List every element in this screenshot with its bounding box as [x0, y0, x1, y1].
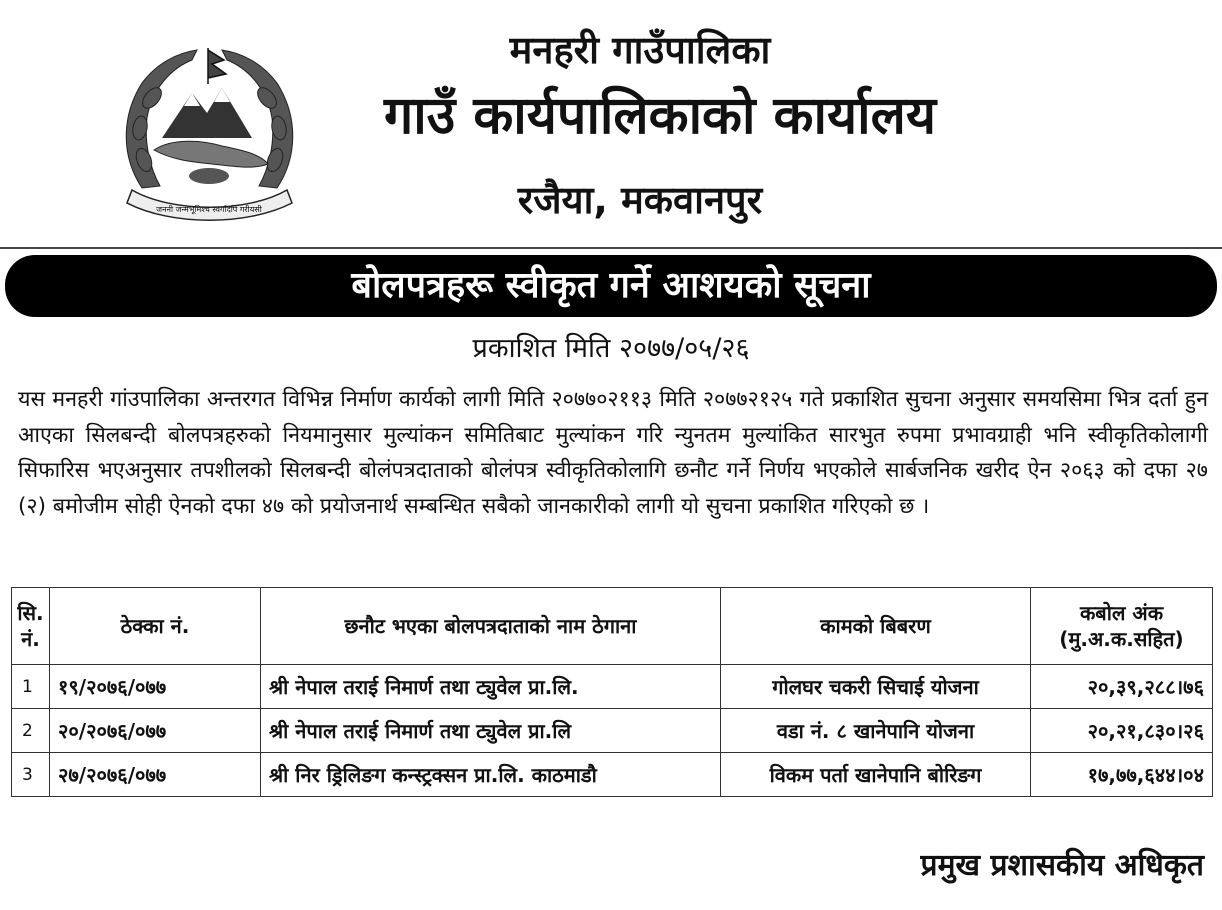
cell-sn: 2 — [12, 709, 50, 753]
notice-title: बोलपत्रहरू स्वीकृत गर्ने आशयको सूचना — [5, 255, 1217, 317]
cell-work: विकम पर्ता खानेपानि बोरिङग — [721, 753, 1031, 797]
cell-contract-no: १९/२०७६/०७७ — [50, 665, 261, 709]
office-name: गाउँ कार्यपालिकाको कार्यालय — [384, 86, 936, 146]
col-work: कामको बिबरण — [721, 588, 1031, 665]
cell-work: गोलघर चकरी सिचाई योजना — [721, 665, 1031, 709]
cell-bidder: श्री नेपाल तराई निमार्ण तथा ट्युवेल प्रा.लि — [261, 709, 721, 753]
table-row — [12, 665, 1213, 709]
col-sn: सि. नं. — [12, 588, 50, 665]
header-divider — [0, 247, 1222, 249]
signature-title: प्रमुख प्रशासकीय अधिकृत — [920, 848, 1204, 883]
cell-bidder: श्री निर ड्रिलिङग कन्स्ट्रक्सन प्रा.लि. काठमाडौ — [261, 753, 721, 797]
col-bidder: छनौट भएका बोलपत्रदाताको नाम ठेगाना — [261, 588, 721, 665]
notice-body: यस मनहरी गांउपालिका अन्तरगत विभिन्न निर्माण कार्यको लागी मिति २०७७०२११३ मिति २०७७२१२५ गते प्रकाशित सुचना अनुसार समयसिमा भित्र दर्ता हुन आएका सिलबन्दी बोलपत्रहरुको नियमानुसार मुल्यांकन समितिबाट मुल्यांकन गरि न्युनतम मुल्यांकित सारभुत रुपमा प्रभावग्राही भनि स्वीकृतिकोलागी सिफारिस भएअनुसार तपशीलको सिलबन्दी बोलंपत्रदाताको बोलंपत्र स्वीकृतिकोलागि छनौट गर्ने निर्णय भएकोले सार्बजनिक खरीद ऐन २०६३ को दफा २७ (२) बमोजीम सोही ऐनको दफा ४७ को प्रयोजनार्थ सम्बन्धित सबैको जानकारीको लागी यो सुचना प्रकाशित गरिएको छ । — [18, 387, 1208, 519]
svg-text:जननी जन्मभूमिश्च स्वर्गादपि गर: जननी जन्मभूमिश्च स्वर्गादपि गरीयसी — [156, 205, 262, 214]
letterhead — [0, 0, 1222, 250]
table-row — [12, 753, 1213, 797]
cell-contract-no: २०/२०७६/०७७ — [50, 709, 261, 753]
org-name: मनहरी गाउँपालिका — [509, 28, 771, 72]
published-date: प्रकाशित मिति २०७७/०५/२६ — [472, 333, 750, 364]
cell-amount: २०,३९,२८८।७६ — [1031, 665, 1213, 709]
col-contract-no: ठेक्का नं. — [50, 588, 261, 665]
table-row — [12, 709, 1213, 753]
cell-sn: 1 — [12, 665, 50, 709]
cell-contract-no: २७/२०७६/०७७ — [50, 753, 261, 797]
office-address: रजैया, मकवानपुर — [517, 178, 763, 222]
cell-amount: १७,७७,६४४।०४ — [1031, 753, 1213, 797]
cell-bidder: श्री नेपाल तराई निमार्ण तथा ट्युवेल प्रा.लि. — [261, 665, 721, 709]
cell-sn: 3 — [12, 753, 50, 797]
bid-table — [11, 587, 1213, 797]
cell-amount: २०,२१,८३०।२६ — [1031, 709, 1213, 753]
table-header-row — [12, 588, 1213, 665]
cell-work: वडा नं. ८ खानेपानि योजना — [721, 709, 1031, 753]
col-amount: कबोल अंक (मु.अ.क.सहित) — [1031, 588, 1213, 665]
